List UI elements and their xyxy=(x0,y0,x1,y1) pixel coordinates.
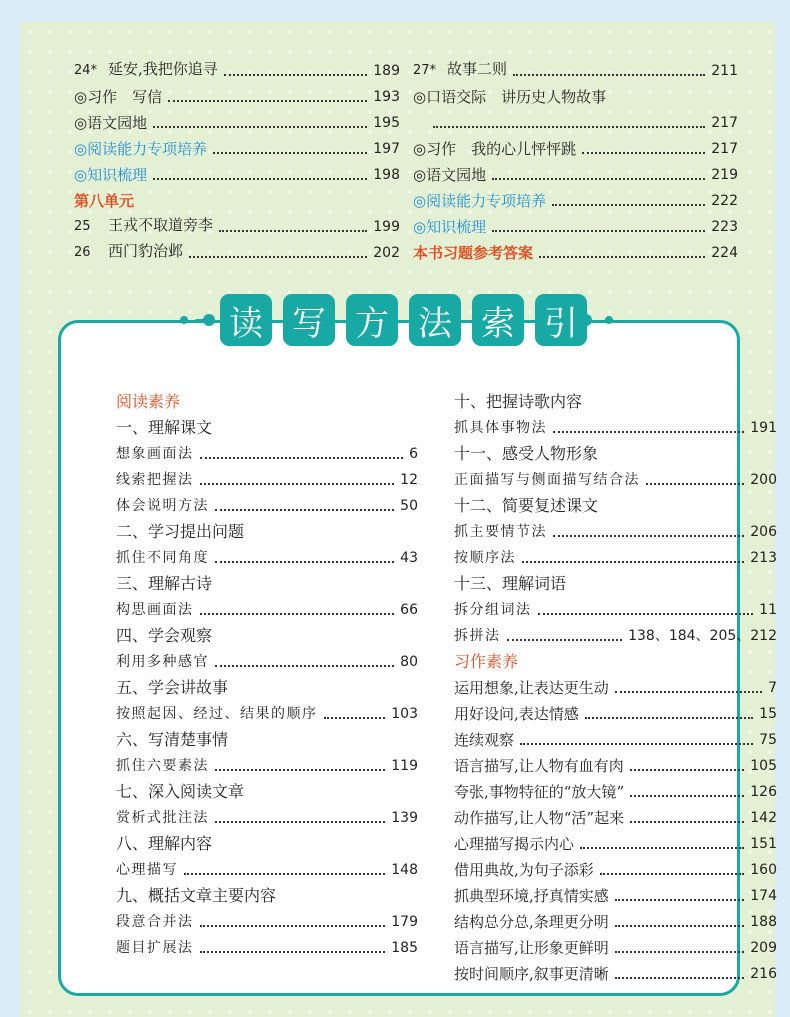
index-topic-heading xyxy=(454,385,777,411)
index-topic-heading xyxy=(454,437,777,463)
dot-leader xyxy=(200,483,395,485)
toc-entry-title xyxy=(74,216,213,236)
dot-leader xyxy=(585,717,753,719)
index-entry-page: 151 xyxy=(750,836,777,852)
index-method-entry xyxy=(116,697,418,723)
toc-entry-text: 本书习题参考答案 xyxy=(413,244,534,262)
dot-leader xyxy=(580,847,744,849)
reading-writing-method-index xyxy=(58,320,777,996)
toc-entry-page: 189 xyxy=(373,63,400,79)
toc-entry xyxy=(413,106,738,132)
index-topic-heading xyxy=(116,827,418,853)
index-entry-text: 构思画面法 xyxy=(116,602,194,618)
index-method-entry xyxy=(116,905,418,931)
toc-entry-title xyxy=(413,166,486,184)
index-entry-page: 185 xyxy=(391,940,418,956)
index-method-entry xyxy=(116,593,418,619)
toc-entry-title xyxy=(74,166,147,184)
index-entry-page: 139 xyxy=(391,810,418,826)
index-entry-text: 抓典型环境,抒真情实感 xyxy=(454,887,609,905)
toc-entry-number: 26 xyxy=(74,245,91,260)
index-entry-text: 抓住不同角度 xyxy=(116,550,209,566)
banner-char: 读 xyxy=(220,294,272,346)
toc-entry xyxy=(413,210,738,236)
dot-leader xyxy=(513,74,705,76)
index-entry-text: 九、概括文章主要内容 xyxy=(116,886,277,905)
toc-entry-page: 223 xyxy=(711,219,738,235)
index-entry-page: 103 xyxy=(391,706,418,722)
dot-leader xyxy=(615,977,744,979)
dot-leader xyxy=(200,951,386,953)
index-method-entry xyxy=(454,957,777,983)
dot-leader xyxy=(507,639,623,641)
toc-entry-text: 延安,我把你追寻 xyxy=(108,60,218,78)
index-entry-text: 十、把握诗歌内容 xyxy=(454,392,583,411)
index-entry-text: 习作素养 xyxy=(454,652,519,671)
index-entry-text: 八、理解内容 xyxy=(116,834,213,853)
index-topic-heading xyxy=(116,723,418,749)
index-method-entry xyxy=(454,931,777,957)
toc-entry-page: 193 xyxy=(373,89,400,105)
toc-entry-number: 27* xyxy=(413,63,437,78)
toc-entry-page: 217 xyxy=(711,141,738,157)
index-entry-text: 语言描写,让形象更鲜明 xyxy=(454,939,609,957)
index-entry-text: 七、深入阅读文章 xyxy=(116,782,245,801)
dot-leader xyxy=(630,795,744,797)
index-entry-text: 拆分组词法 xyxy=(454,602,532,618)
toc-entry xyxy=(74,158,400,184)
dot-leader xyxy=(646,483,744,485)
index-entry-text: 十三、理解词语 xyxy=(454,574,567,593)
dot-leader xyxy=(615,925,744,927)
toc-entry-title xyxy=(74,88,162,106)
dot-leader xyxy=(168,100,367,102)
banner-dot xyxy=(605,316,613,324)
index-entry-text: 阅读素养 xyxy=(116,392,181,411)
index-entry-page: 188 xyxy=(750,914,777,930)
index-entry-text: 正面描写与侧面描写结合法 xyxy=(454,472,640,488)
toc-entry-text: ◎口语交际 讲历史人物故事 xyxy=(413,88,607,106)
index-entry-page: 209 xyxy=(750,940,777,956)
dot-leader xyxy=(224,74,367,76)
index-method-entry xyxy=(116,437,418,463)
dot-leader xyxy=(189,256,367,258)
toc-entry-title xyxy=(74,60,218,80)
index-entry-page: 179 xyxy=(391,914,418,930)
dot-leader xyxy=(522,561,744,563)
index-entry-page: 11 xyxy=(759,602,777,618)
index-entry-text: 按照起因、经过、结果的顺序 xyxy=(116,706,318,722)
index-entry-text: 六、写清楚事情 xyxy=(116,730,229,749)
index-entry-text: 利用多种感官 xyxy=(116,654,209,670)
index-entry-text: 结构总分总,条理更分明 xyxy=(454,913,609,931)
index-entry-page: 75 xyxy=(759,732,777,748)
index-topic-heading xyxy=(116,619,418,645)
index-topic-heading xyxy=(454,567,777,593)
index-topic-heading xyxy=(116,671,418,697)
toc-entry-number: 25 xyxy=(74,219,91,234)
toc-entry-title xyxy=(413,140,576,158)
banner-char: 索 xyxy=(472,294,524,346)
index-entry-text: 二、学习提出问题 xyxy=(116,522,245,541)
index-topic-heading xyxy=(116,879,418,905)
dot-leader xyxy=(219,230,367,232)
banner-char: 引 xyxy=(535,294,587,346)
index-method-entry xyxy=(454,905,777,931)
toc-entry-text: ◎知识梳理 xyxy=(74,166,148,184)
index-entry-text: 线索把握法 xyxy=(116,472,194,488)
index-entry-text: 赏析式批注法 xyxy=(116,810,209,826)
dot-leader xyxy=(582,152,705,154)
toc-entry-text: ◎语文园地 xyxy=(413,166,487,184)
index-method-entry xyxy=(454,853,777,879)
toc-entry xyxy=(74,80,400,106)
dot-leader xyxy=(324,717,386,719)
toc-entry-text: 故事二则 xyxy=(447,60,508,78)
toc-entry-page: 224 xyxy=(711,245,738,261)
index-method-entry xyxy=(454,671,777,697)
index-entry-page: 206 xyxy=(750,524,777,540)
dot-leader xyxy=(200,613,395,615)
banner-title xyxy=(220,294,587,346)
toc-entry-title xyxy=(413,60,507,80)
index-entry-page: 12 xyxy=(400,472,418,488)
dot-leader xyxy=(153,178,367,180)
toc-entry-title xyxy=(413,192,546,210)
index-method-entry xyxy=(454,879,777,905)
toc-column-left xyxy=(74,54,400,262)
index-entry-text: 语言描写,让人物有血有肉 xyxy=(454,757,624,775)
banner-dot xyxy=(203,314,215,326)
index-entry-text: 题目扩展法 xyxy=(116,940,194,956)
banner-dot xyxy=(580,314,592,326)
index-method-entry xyxy=(116,931,418,957)
index-entry-text: 想象画面法 xyxy=(116,446,194,462)
dot-leader xyxy=(215,769,385,771)
toc-entry-page: 219 xyxy=(711,167,738,183)
dot-leader xyxy=(615,951,744,953)
toc-entry-text: ◎知识梳理 xyxy=(413,218,487,236)
toc-entry-text: ◎阅读能力专项培养 xyxy=(74,140,208,158)
index-entry-page: 160 xyxy=(750,862,777,878)
toc-entry-page: 195 xyxy=(373,115,400,131)
index-entry-page: 200 xyxy=(750,472,777,488)
dot-leader xyxy=(630,769,744,771)
dot-leader xyxy=(213,152,367,154)
index-entry-text: 用好设问,表达情感 xyxy=(454,705,579,723)
index-method-entry xyxy=(454,593,777,619)
index-method-entry xyxy=(454,411,777,437)
index-entry-text: 心理描写揭示内心 xyxy=(454,835,575,853)
toc-entry xyxy=(413,132,738,158)
toc-entry-text: 西门豹治邺 xyxy=(108,242,184,260)
index-entry-page: 216 xyxy=(750,966,777,982)
toc-entry xyxy=(413,80,738,106)
toc-entry-title xyxy=(413,88,738,106)
index-method-entry xyxy=(116,541,418,567)
index-entry-page: 15 xyxy=(759,706,777,722)
toc-entry xyxy=(74,210,400,236)
index-entry-page: 105 xyxy=(750,758,777,774)
toc-entry-title xyxy=(74,140,207,158)
index-entry-page: 148 xyxy=(391,862,418,878)
toc-entry-text: ◎阅读能力专项培养 xyxy=(413,192,547,210)
toc-entry-page: 211 xyxy=(711,63,738,79)
toc-entry xyxy=(74,236,400,262)
toc-entry-text: ◎习作 写信 xyxy=(74,88,163,106)
index-entry-text: 夸张,事物特征的“放大镜” xyxy=(454,783,625,801)
index-entry-page: 6 xyxy=(409,446,418,462)
index-entry-text: 四、学会观察 xyxy=(116,626,213,645)
index-entry-text: 抓具体事物法 xyxy=(454,420,547,436)
index-method-entry xyxy=(454,827,777,853)
dot-leader xyxy=(538,613,754,615)
index-entry-page: 174 xyxy=(750,888,777,904)
index-method-entry xyxy=(454,749,777,775)
toc-entry-title xyxy=(74,242,183,262)
toc-entry xyxy=(74,106,400,132)
dot-leader xyxy=(215,561,394,563)
toc-entry-title xyxy=(74,114,147,132)
dot-leader xyxy=(215,509,394,511)
index-entry-page: 50 xyxy=(400,498,418,514)
toc-entry-text: 王戎不取道旁李 xyxy=(108,216,214,234)
dot-leader xyxy=(615,899,744,901)
index-method-entry xyxy=(454,697,777,723)
dot-leader xyxy=(200,925,386,927)
book-page xyxy=(20,22,775,1017)
dot-leader xyxy=(184,873,385,875)
index-method-entry xyxy=(116,463,418,489)
dot-leader xyxy=(153,126,367,128)
index-entry-page: 126 xyxy=(750,784,777,800)
toc-entry-number: 24* xyxy=(74,63,98,78)
index-method-entry xyxy=(116,489,418,515)
dot-leader xyxy=(215,665,394,667)
dot-leader xyxy=(600,873,744,875)
index-method-entry xyxy=(454,541,777,567)
toc-entry xyxy=(413,184,738,210)
index-entry-page: 138、184、205、212 xyxy=(628,628,777,644)
index-method-entry xyxy=(116,645,418,671)
dot-leader xyxy=(492,230,705,232)
index-section-heading xyxy=(454,645,777,671)
dot-leader xyxy=(615,691,762,693)
index-entry-page: 142 xyxy=(750,810,777,826)
dot-leader xyxy=(553,535,744,537)
index-entry-page: 66 xyxy=(400,602,418,618)
index-method-entry xyxy=(116,801,418,827)
toc-entry-title xyxy=(413,244,533,262)
index-entry-page: 7 xyxy=(768,680,777,696)
dot-leader xyxy=(630,821,744,823)
index-topic-heading xyxy=(116,515,418,541)
index-banner xyxy=(20,290,775,350)
banner-char: 方 xyxy=(346,294,398,346)
index-method-entry xyxy=(454,801,777,827)
dot-leader xyxy=(520,743,753,745)
index-entry-page: 43 xyxy=(400,550,418,566)
dot-leader xyxy=(215,821,385,823)
index-entry-text: 按时间顺序,叙事更清晰 xyxy=(454,965,609,983)
toc-entry-title xyxy=(413,218,486,236)
index-entry-text: 动作描写,让人物“活”起来 xyxy=(454,809,625,827)
banner-char: 写 xyxy=(283,294,335,346)
index-method-entry xyxy=(454,515,777,541)
index-method-entry xyxy=(454,775,777,801)
index-entry-text: 十二、简要复述课文 xyxy=(454,496,599,515)
index-method-entry xyxy=(116,853,418,879)
index-column-left xyxy=(116,385,418,957)
dot-leader xyxy=(200,457,404,459)
banner-dot xyxy=(180,316,188,324)
toc-entry xyxy=(74,184,400,210)
dot-leader xyxy=(433,126,705,128)
toc-entry-page: 202 xyxy=(373,245,400,261)
toc-entry xyxy=(413,236,738,262)
toc-entry xyxy=(413,158,738,184)
index-method-entry xyxy=(454,723,777,749)
dot-leader xyxy=(553,431,744,433)
index-topic-heading xyxy=(116,411,418,437)
toc-entry xyxy=(413,54,738,80)
index-entry-text: 抓住六要素法 xyxy=(116,758,209,774)
index-method-entry xyxy=(454,463,777,489)
index-topic-heading xyxy=(116,775,418,801)
index-method-entry xyxy=(454,619,777,645)
toc-entry-page: 222 xyxy=(711,193,738,209)
index-entry-page: 119 xyxy=(391,758,418,774)
index-entry-text: 三、理解古诗 xyxy=(116,574,213,593)
dot-leader xyxy=(492,178,705,180)
index-entry-page: 80 xyxy=(400,654,418,670)
index-section-heading xyxy=(116,385,418,411)
toc-entry-text: ◎习作 我的心儿怦怦跳 xyxy=(413,140,577,158)
index-entry-text: 运用想象,让表达更生动 xyxy=(454,679,609,697)
toc-entry-page: 198 xyxy=(373,167,400,183)
index-entry-page: 191 xyxy=(750,420,777,436)
dot-leader xyxy=(539,256,705,258)
index-entry-text: 一、理解课文 xyxy=(116,418,213,437)
toc-entry-text: ◎语文园地 xyxy=(74,114,148,132)
index-column-right xyxy=(454,385,777,983)
toc-entry-page: 217 xyxy=(711,115,738,131)
index-entry-text: 心理描写 xyxy=(116,862,178,878)
index-entry-text: 抓主要情节法 xyxy=(454,524,547,540)
toc-entry xyxy=(74,132,400,158)
index-entry-text: 拆拼法 xyxy=(454,628,501,644)
toc-entry xyxy=(74,54,400,80)
toc-entry-title xyxy=(74,192,134,210)
index-entry-text: 段意合并法 xyxy=(116,914,194,930)
banner-char: 法 xyxy=(409,294,461,346)
index-entry-page: 213 xyxy=(750,550,777,566)
index-entry-text: 五、学会讲故事 xyxy=(116,678,229,697)
index-entry-text: 连续观察 xyxy=(454,731,515,749)
toc-entry-page: 199 xyxy=(373,219,400,235)
index-topic-heading xyxy=(454,489,777,515)
index-entry-text: 体会说明方法 xyxy=(116,498,209,514)
dot-leader xyxy=(552,204,705,206)
toc-entry-text: 第八单元 xyxy=(74,192,135,210)
index-entry-text: 十一、感受人物形象 xyxy=(454,444,599,463)
index-entry-text: 借用典故,为句子添彩 xyxy=(454,861,594,879)
toc-entry-page: 197 xyxy=(373,141,400,157)
toc-column-right xyxy=(413,54,738,262)
index-method-entry xyxy=(116,749,418,775)
index-entry-text: 按顺序法 xyxy=(454,550,516,566)
index-topic-heading xyxy=(116,567,418,593)
